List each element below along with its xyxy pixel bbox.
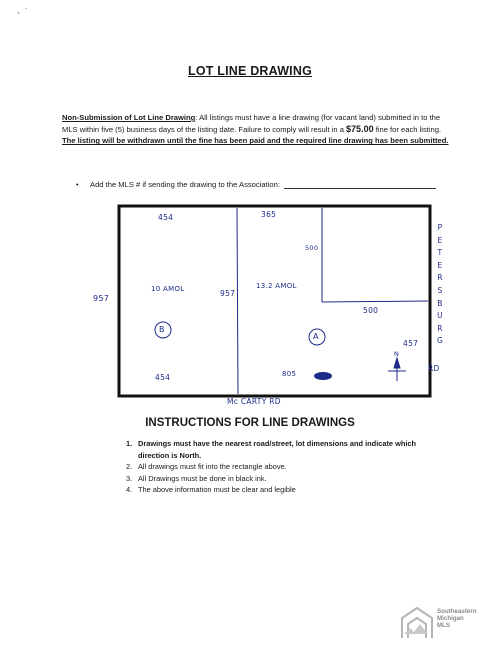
label-road-bottom: Mc CARTY RD <box>227 397 281 406</box>
watermark-text <box>437 608 477 630</box>
road-right-letter: E <box>437 260 443 270</box>
label-inner-vertical: 500 <box>305 244 319 252</box>
instructions-title: INSTRUCTIONS FOR LINE DRAWINGS <box>145 417 355 429</box>
instruction-item <box>126 438 446 461</box>
road-right-letter: R <box>437 273 443 283</box>
instruction-text: The above information must be clear and legible <box>138 485 296 494</box>
road-right-letter: S <box>437 285 443 295</box>
label-parcel-a-acres: 13.2 AMOL <box>256 282 297 290</box>
instruction-number: 3. <box>126 473 133 483</box>
instruction-text: Drawings must have the nearest road/street, lot dimensions and indicate which direction is North. <box>138 439 417 460</box>
page-title: LOT LINE DRAWING <box>187 64 313 78</box>
road-right-letter: U <box>437 311 443 321</box>
watermark-line-2: Michigan <box>437 615 464 623</box>
label-parcel-b-acres: 10 AMOL <box>151 285 185 293</box>
road-right-letter: R <box>437 323 443 333</box>
scan-marks <box>18 8 26 14</box>
inner-horizontal-line <box>322 301 428 302</box>
paragraph-lead: Non-Submission of Lot Line Drawing <box>62 113 196 122</box>
label-north: N <box>394 350 400 358</box>
road-right-letter: T <box>437 248 443 258</box>
label-middle-side: 957 <box>220 289 236 298</box>
instructions-list <box>126 438 446 496</box>
label-top-b: 454 <box>158 213 174 222</box>
instruction-item <box>126 461 446 473</box>
label-bottom-a: 805 <box>282 370 297 378</box>
north-arrow-icon <box>388 358 406 381</box>
label-left-side: 957 <box>93 294 110 303</box>
road-right-letter: E <box>437 235 443 245</box>
mls-bullet-text: Add the MLS # if sending the drawing to the Association: <box>90 180 280 189</box>
label-parcel-b: B <box>159 325 165 334</box>
label-parcel-a: A <box>313 332 319 341</box>
instruction-number: 2. <box>126 462 133 471</box>
label-bottom-b: 454 <box>155 373 171 382</box>
watermark-line-3: MLS <box>437 622 451 630</box>
label-top-a: 365 <box>261 210 277 219</box>
fine-amount: $75.00 <box>346 123 374 134</box>
instruction-item <box>126 484 446 496</box>
instruction-text: All Drawings must be done in black ink. <box>138 473 267 483</box>
instruction-number: 1. <box>126 439 133 448</box>
ink-blot <box>314 372 332 380</box>
paragraph-text-2: fine for each listing. <box>373 124 442 134</box>
road-right-letter: B <box>437 298 443 308</box>
watermark-line-1: Southeastern <box>437 608 477 615</box>
road-right-letter: P <box>437 223 443 232</box>
mls-logo-icon <box>398 604 436 642</box>
label-right-side: 457 <box>403 339 419 348</box>
withdrawal-warning: The listing will be withdrawn until the fine has been paid and the required line drawing has been submitted. <box>62 136 449 146</box>
instruction-number: 4. <box>126 485 133 494</box>
road-right-letter: G <box>436 336 444 346</box>
road-right-suffix: RD <box>428 364 440 373</box>
middle-lot-line <box>237 208 238 394</box>
instruction-item <box>126 473 446 485</box>
instruction-text: All drawings must fit into the rectangle above. <box>138 462 287 471</box>
paragraph-text-1: : All listings must have a line drawing (for vacant land) submitted in to the MLS within five (5) business days of the listing date. Failure to comply will result in a <box>62 113 441 134</box>
label-inner-horizontal: 500 <box>363 306 379 315</box>
road-right <box>435 222 445 348</box>
bullet-symbol: • <box>76 180 79 189</box>
